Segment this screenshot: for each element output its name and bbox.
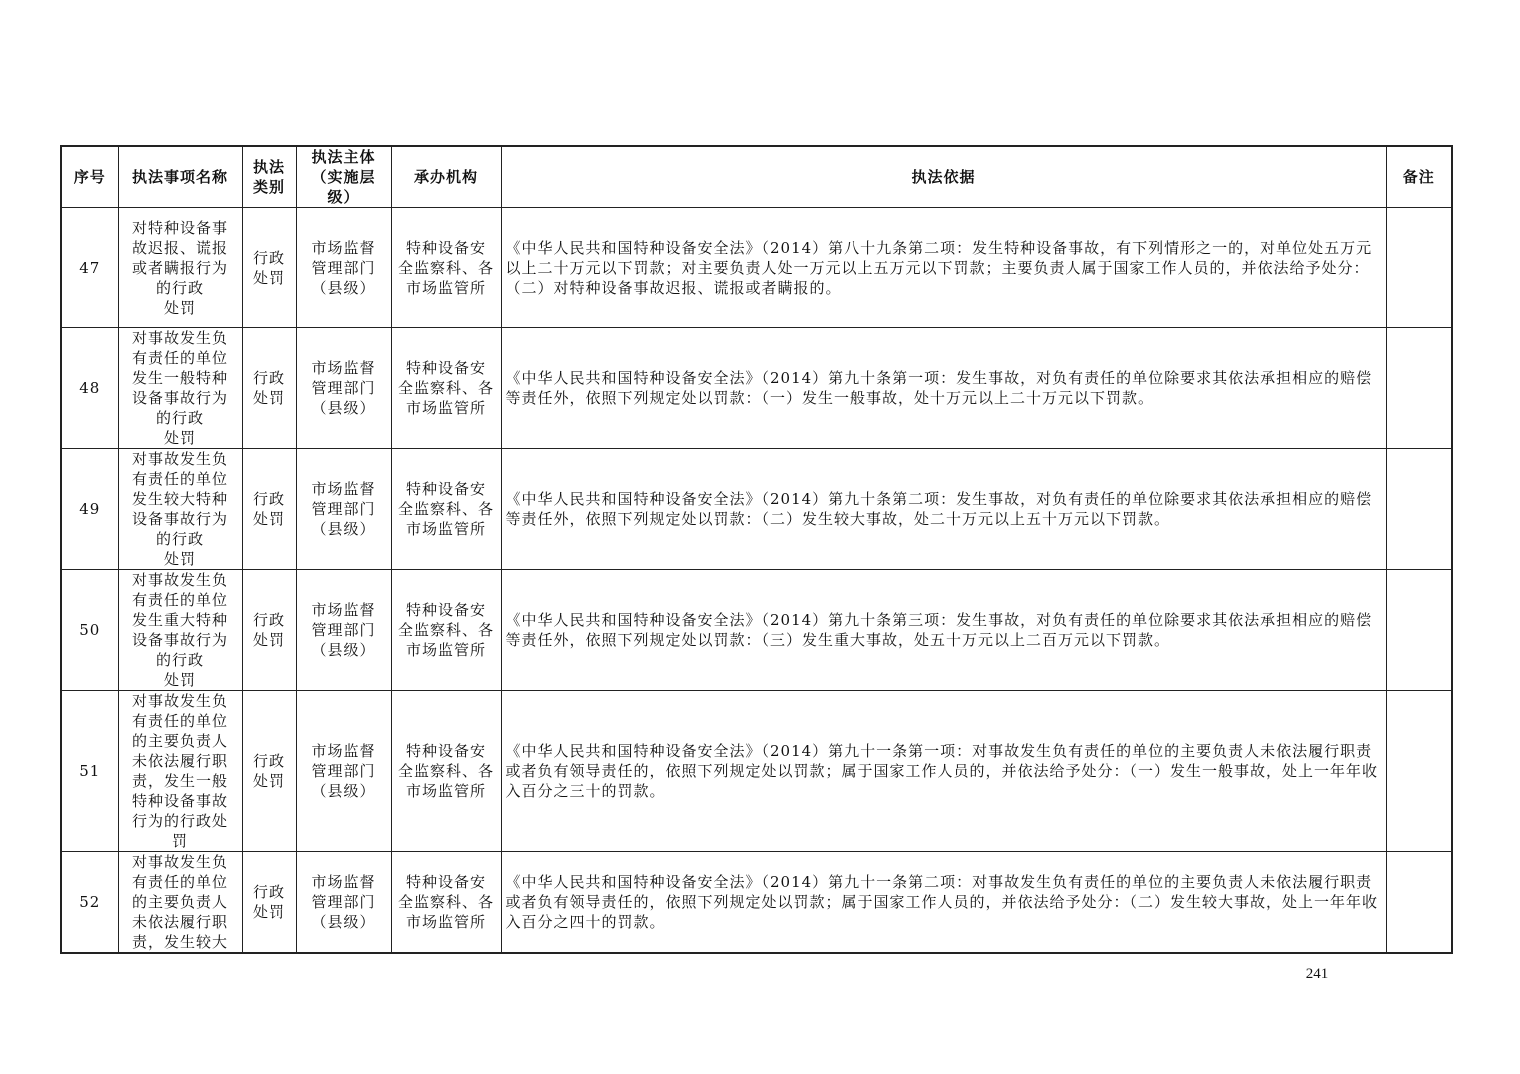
row-remark (1386, 328, 1452, 449)
row-seq: 52 (61, 852, 118, 954)
row-subject: 市场监督 管理部门 （县级） (296, 328, 391, 449)
row-item-name: 对特种设备事 故迟报、谎报 或者瞒报行为 的行政 处罚 (118, 208, 242, 328)
row-item-name: 对事故发生负 有责任的单位 发生较大特种 设备事故行为 的行政 处罚 (118, 449, 242, 570)
row-category: 行政 处罚 (242, 328, 296, 449)
row-category: 行政 处罚 (242, 208, 296, 328)
row-item-name: 对事故发生负 有责任的单位 发生重大特种 设备事故行为 的行政 处罚 (118, 570, 242, 691)
row-basis: 《中华人民共和国特种设备安全法》（2014）第九十一条第一项：对事故发生负有责任的单位的主要负责人未依法履行职责或者负有领导责任的，依照下列规定处以罚款；属于国家工作人员的，并依法给予处分：（一）发生一般事故，处上一年年收入百分之三十的罚款。 (501, 691, 1386, 852)
row-seq: 48 (61, 328, 118, 449)
row-org: 特种设备安 全监察科、各 市场监管所 (391, 852, 501, 954)
row-remark (1386, 449, 1452, 570)
row-remark (1386, 570, 1452, 691)
row-category: 行政 处罚 (242, 570, 296, 691)
table-row (61, 852, 1452, 954)
header-category: 执法 类别 (242, 146, 296, 208)
table-header-row (61, 146, 1452, 208)
row-remark (1386, 691, 1452, 852)
row-seq: 51 (61, 691, 118, 852)
table-row (61, 208, 1452, 328)
table-row (61, 449, 1452, 570)
row-seq: 49 (61, 449, 118, 570)
row-org: 特种设备安 全监察科、各 市场监管所 (391, 208, 501, 328)
row-category: 行政 处罚 (242, 449, 296, 570)
row-category: 行政 处罚 (242, 852, 296, 954)
row-remark (1386, 208, 1452, 328)
row-subject: 市场监督 管理部门 （县级） (296, 208, 391, 328)
row-basis: 《中华人民共和国特种设备安全法》（2014）第八十九条第二项：发生特种设备事故，有下列情形之一的，对单位处五万元以上二十万元以下罚款；对主要负责人处一万元以上五万元以下罚款；主要负责人属于国家工作人员的，并依法给予处分：（二）对特种设备事故迟报、谎报或者瞒报的。 (501, 208, 1386, 328)
row-subject: 市场监督 管理部门 （县级） (296, 449, 391, 570)
row-item-name: 对事故发生负 有责任的单位 发生一般特种 设备事故行为 的行政 处罚 (118, 328, 242, 449)
page-number: 241 (1305, 966, 1329, 982)
row-basis: 《中华人民共和国特种设备安全法》（2014）第九十一条第二项：对事故发生负有责任的单位的主要负责人未依法履行职责或者负有领导责任的，依照下列规定处以罚款；属于国家工作人员的，并依法给予处分：（二）发生较大事故，处上一年年收入百分之四十的罚款。 (501, 852, 1386, 954)
table-row (61, 691, 1452, 852)
row-org: 特种设备安 全监察科、各 市场监管所 (391, 328, 501, 449)
header-subject: 执法主体 （实施层 级） (296, 146, 391, 208)
row-remark (1386, 852, 1452, 954)
row-seq: 50 (61, 570, 118, 691)
row-org: 特种设备安 全监察科、各 市场监管所 (391, 691, 501, 852)
header-remark: 备注 (1386, 146, 1452, 208)
header-org: 承办机构 (391, 146, 501, 208)
law-enforcement-table (60, 145, 1453, 954)
table-row (61, 328, 1452, 449)
row-basis: 《中华人民共和国特种设备安全法》（2014）第九十条第二项：发生事故，对负有责任的单位除要求其依法承担相应的赔偿等责任外，依照下列规定处以罚款：（二）发生较大事故，处二十万元以上五十万元以下罚款。 (501, 449, 1386, 570)
row-subject: 市场监督 管理部门 （县级） (296, 852, 391, 954)
row-item-name: 对事故发生负 有责任的单位 的主要负责人 未依法履行职 责，发生较大 (118, 852, 242, 954)
row-seq: 47 (61, 208, 118, 328)
row-item-name: 对事故发生负 有责任的单位 的主要负责人 未依法履行职 责，发生一般 特种设备事故 行为的行政处 罚 (118, 691, 242, 852)
row-org: 特种设备安 全监察科、各 市场监管所 (391, 449, 501, 570)
row-org: 特种设备安 全监察科、各 市场监管所 (391, 570, 501, 691)
row-subject: 市场监督 管理部门 （县级） (296, 691, 391, 852)
header-seq: 序号 (61, 146, 118, 208)
row-subject: 市场监督 管理部门 （县级） (296, 570, 391, 691)
table-row (61, 570, 1452, 691)
row-basis: 《中华人民共和国特种设备安全法》（2014）第九十条第三项：发生事故，对负有责任的单位除要求其依法承担相应的赔偿等责任外，依照下列规定处以罚款：（三）发生重大事故，处五十万元以上二百万元以下罚款。 (501, 570, 1386, 691)
row-basis: 《中华人民共和国特种设备安全法》（2014）第九十条第一项：发生事故，对负有责任的单位除要求其依法承担相应的赔偿等责任外，依照下列规定处以罚款：（一）发生一般事故，处十万元以上二十万元以下罚款。 (501, 328, 1386, 449)
header-item-name: 执法事项名称 (118, 146, 242, 208)
header-basis: 执法依据 (501, 146, 1386, 208)
row-category: 行政 处罚 (242, 691, 296, 852)
